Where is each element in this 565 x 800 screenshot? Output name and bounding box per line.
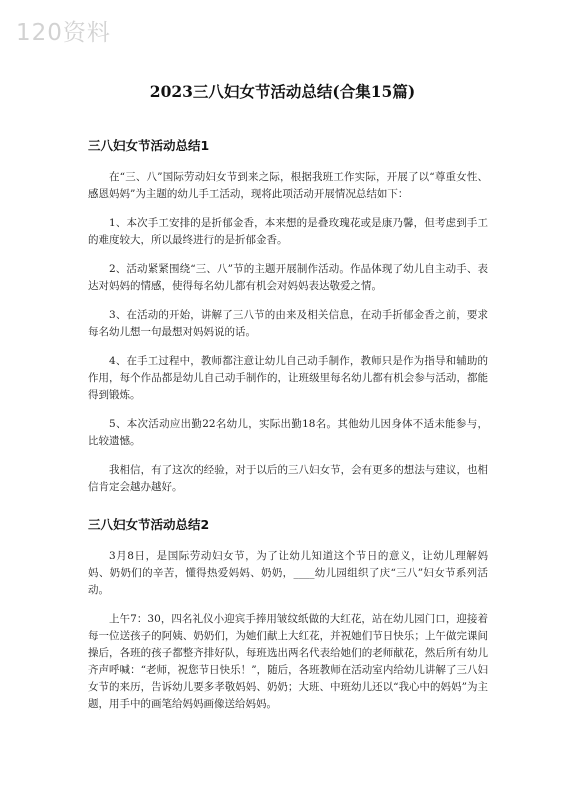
- section-heading: 三八妇女节活动总结2: [88, 517, 210, 532]
- section-1: [88, 136, 488, 508]
- paragraph: 在“三、八”国际劳动妇女节到来之际，根据我班工作实际，开展了以“尊重女性、感恩妈妈”为主题的幼儿手工活动，现将此项活动开展情况总结如下：: [88, 171, 488, 200]
- document-title: 2023三八妇女节活动总结(合集15篇): [149, 82, 416, 101]
- paragraph: 5、本次活动应出勤22名幼儿，实际出勤18名。其他幼儿因身体不适未能参与，比较遗憾。: [88, 418, 488, 447]
- section-heading: 三八妇女节活动总结1: [88, 138, 210, 153]
- paragraph: 我相信，有了这次的经验，对于以后的三八妇女节，会有更多的想法与建议，也相信肯定会越办越好。: [88, 464, 488, 493]
- paragraph: 4、在手工过程中，教师都注意让幼儿自己动手制作，教师只是作为指导和辅助的作用，每个作品都是幼儿自己动手制作的，让班级里每名幼儿都有机会参与活动，都能得到锻炼。: [88, 355, 488, 401]
- watermark-logo: 120资料: [16, 20, 111, 46]
- paragraph: 1、本次手工安排的是折郁金香，本来想的是叠玫瑰花或是康乃馨，但考虑到手工的难度较大，所以最终进行的是折郁金香。: [88, 217, 488, 246]
- section-2: [88, 515, 488, 725]
- paragraph: 3月8日，是国际劳动妇女节，为了让幼儿知道这个节日的意义，让幼儿理解妈妈、奶奶们的辛苦，懂得热爱妈妈、奶奶，____幼儿园组织了庆“三八”妇女节系列活动。: [88, 550, 488, 596]
- paragraph: 上午7：30，四名礼仪小迎宾手捧用皱纹纸做的大红花，站在幼儿园门口，迎接着每一位送孩子的阿姨、奶奶们，为她们献上大红花，并祝她们节日快乐；上午做完课间操后，各班的孩子都整齐排好队，每班选出两名代表给她们的老师献花，然后所有幼儿齐声呼喊：“老师，祝您节日快乐！”，随后，各班教师在活动室内给幼儿讲解了三八妇女节的来历，告诉幼儿要多孝敬妈妈、奶奶；大班、中班幼儿还以“我心中的妈妈”为主题，用手中的画笔给妈妈画像送给妈妈。: [88, 613, 488, 710]
- paragraph: 3、在活动的开始，讲解了三八节的由来及相关信息，在动手折郁金香之前，要求每名幼儿想一句最想对妈妈说的话。: [88, 309, 488, 338]
- paragraph: 2、活动紧紧围绕“三、八”节的主题开展制作活动。作品体现了幼儿自主动手、表达对妈妈的情感，使得每名幼儿都有机会对妈妈表达敬爱之情。: [88, 263, 488, 292]
